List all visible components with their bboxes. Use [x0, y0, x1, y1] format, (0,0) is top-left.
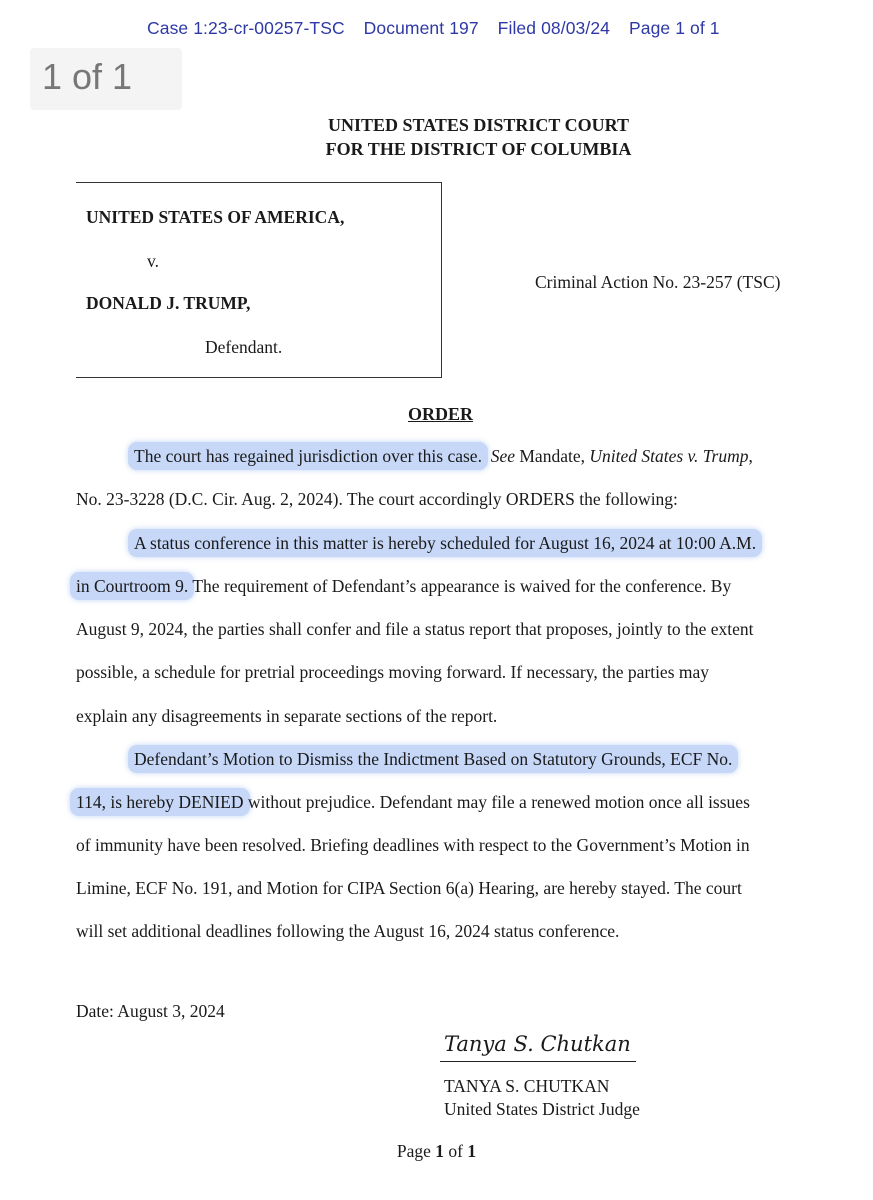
- highlight: Defendant’s Motion to Dismiss the Indictment Based on Statutory Grounds, ECF No.: [128, 745, 738, 773]
- document-number: Document 197: [363, 18, 479, 38]
- body-line: possible, a schedule for pretrial proceedings moving forward. If necessary, the parties may: [76, 662, 710, 682]
- body-line: will set additional deadlines following the August 16, 2024 status conference.: [76, 921, 620, 941]
- body-line: August 9, 2024, the parties shall confer and file a status report that proposes, jointly to the extent: [76, 619, 754, 639]
- highlight: A status conference in this matter is hereby scheduled for August 16, 2024 at 10:00 A.M.: [128, 529, 762, 557]
- caption-versus: v.: [147, 251, 159, 271]
- ecf-header: [147, 18, 734, 39]
- body-line: explain any disagreements in separate sections of the report.: [76, 706, 498, 726]
- order-date: Date: August 3, 2024: [76, 1001, 225, 1021]
- court-line-1: UNITED STATES DISTRICT COURT: [328, 115, 629, 135]
- case-number: Case 1:23-cr-00257-TSC: [147, 18, 345, 38]
- highlight: in Courtroom 9.: [70, 572, 194, 600]
- body-line: No. 23-3228 (D.C. Cir. Aug. 2, 2024). The court accordingly ORDERS the following:: [76, 489, 678, 509]
- body-line: of immunity have been resolved. Briefing deadlines with respect to the Government’s Motion in: [76, 835, 750, 855]
- signature-line: [440, 1061, 636, 1062]
- caption-defendant: DONALD J. TRUMP,: [86, 293, 251, 313]
- body-line: 114, is hereby DENIED without prejudice. Defendant may file a renewed motion once all issues: [76, 792, 750, 813]
- signal-see: See: [490, 446, 515, 466]
- highlight: 114, is hereby DENIED: [70, 788, 250, 816]
- judge-title: United States District Judge: [444, 1099, 640, 1119]
- page-indicator-text: 1 of 1: [42, 56, 133, 97]
- header-page: Page 1 of 1: [628, 18, 720, 38]
- handwritten-signature: Tanya S. Chutkan: [444, 1032, 631, 1056]
- highlight: The court has regained jurisdiction over this case.: [128, 442, 488, 470]
- court-line-2: FOR THE DISTRICT OF COLUMBIA: [325, 139, 632, 159]
- body-line: [134, 749, 732, 770]
- criminal-action-number: Criminal Action No. 23-257 (TSC): [535, 272, 781, 292]
- case-citation: United States v. Trump: [589, 446, 749, 466]
- judge-name: TANYA S. CHUTKAN: [444, 1076, 610, 1096]
- body-line: Limine, ECF No. 191, and Motion for CIPA Section 6(a) Hearing, are hereby stayed. The court: [76, 878, 742, 898]
- page-footer: Page 1 of 1: [396, 1141, 477, 1161]
- court-heading: [0, 113, 873, 161]
- footer-current-page: 1: [435, 1141, 445, 1161]
- caption-plaintiff: UNITED STATES OF AMERICA,: [86, 207, 345, 227]
- body-line: [134, 533, 756, 554]
- body-line: in Courtroom 9. The requirement of Defendant’s appearance is waived for the conference. By: [76, 576, 731, 597]
- caption-role: Defendant.: [205, 337, 283, 357]
- filed-date: Filed 08/03/24: [497, 18, 610, 38]
- page-indicator: [30, 48, 182, 110]
- order-title: ORDER: [408, 404, 474, 424]
- body-line: The court has regained jurisdiction over this case. See Mandate, United States v. Trump,: [134, 446, 753, 467]
- footer-total-pages: 1: [467, 1141, 477, 1161]
